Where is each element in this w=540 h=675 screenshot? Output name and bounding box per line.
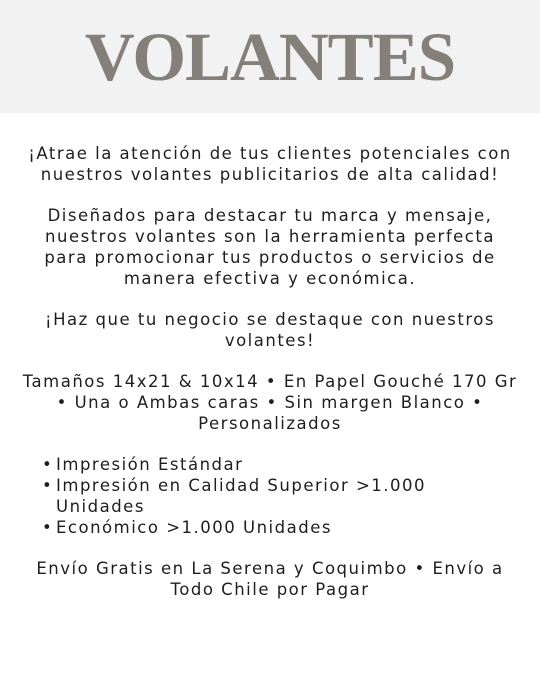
- bullet-icon: •: [42, 518, 54, 537]
- feature-text: Impresión Estándar: [56, 455, 244, 474]
- bullet-icon: •: [42, 476, 54, 495]
- call-to-action-paragraph: ¡Haz que tu negocio se destaque con nuestros volantes!: [45, 310, 495, 350]
- specs-paragraph: Tamaños 14x21 & 10x14 • En Papel Gouché 170 Gr • Una o Ambas caras • Sin margen Blanco • Personalizados: [22, 372, 518, 433]
- intro-paragraph: ¡Atrae la atención de tus clientes potenciales con nuestros volantes publicitarios de alta calidad!: [28, 144, 512, 184]
- header-band: [0, 0, 540, 113]
- feature-text: Impresión en Calidad Superior >1.000 Unidades: [56, 476, 427, 516]
- features-list: [22, 454, 518, 538]
- page-title: VOLANTES: [84, 19, 456, 95]
- bullet-icon: •: [42, 455, 54, 474]
- description-paragraph: Diseñados para destacar tu marca y mensaje, nuestros volantes son la herramienta perfecta para promocionar tus productos o servicios de manera efectiva y económica.: [44, 206, 496, 288]
- list-item: [42, 517, 518, 538]
- shipping-paragraph: Envío Gratis en La Serena y Coquimbo • Envío a Todo Chile por Pagar: [36, 559, 504, 599]
- feature-text: Económico >1.000 Unidades: [56, 518, 332, 537]
- flyer-content: [22, 143, 518, 620]
- list-item: [42, 475, 518, 517]
- list-item: [42, 454, 518, 475]
